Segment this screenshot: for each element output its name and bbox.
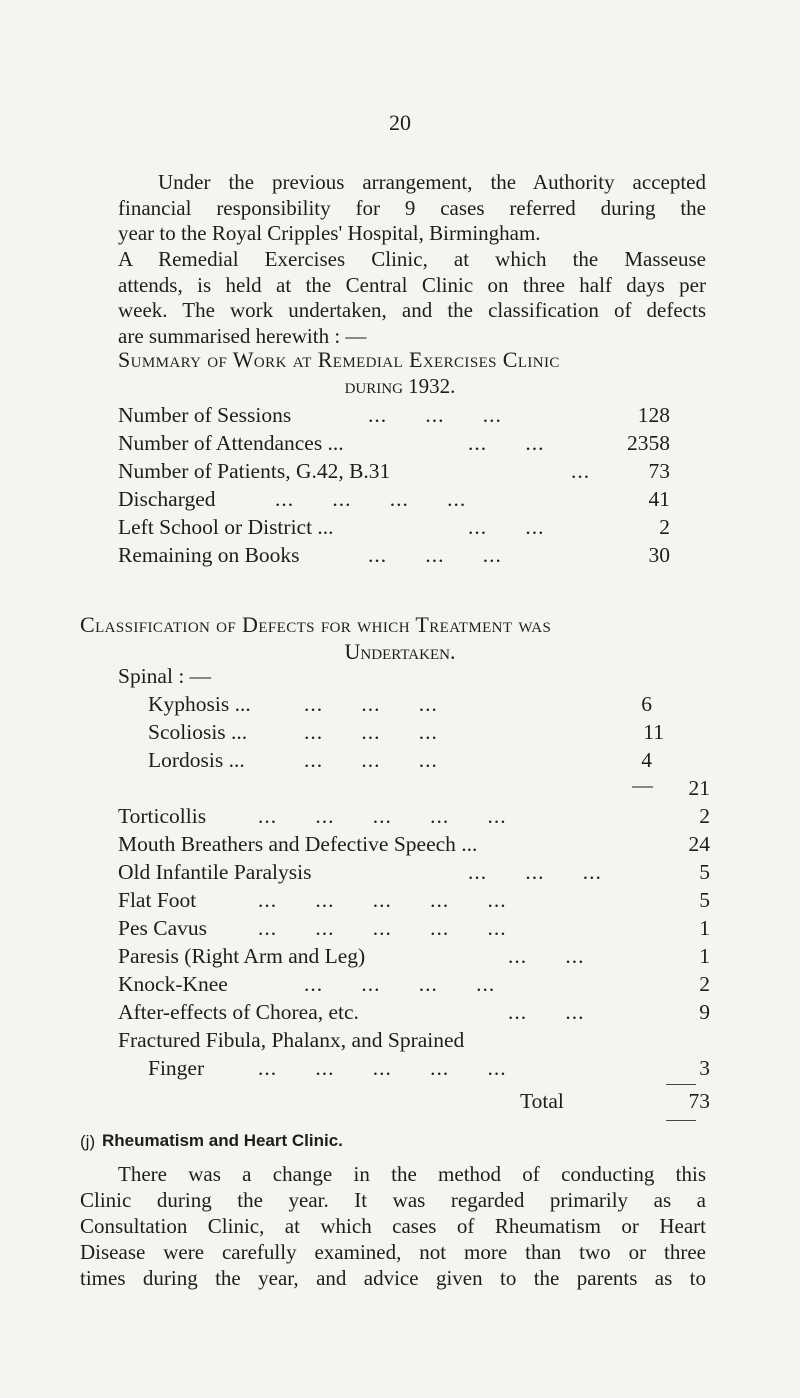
leader-dots: ... ... ... xyxy=(304,720,438,744)
summary-row-value: 2 xyxy=(659,515,670,539)
summary-row-label: Remaining on Books xyxy=(118,543,300,567)
leader-dots: ... ... ... ... xyxy=(304,972,496,996)
text-line: times during the year, and advice given to the parents as to xyxy=(80,1266,706,1290)
leader-dots: ... ... ... ... ... xyxy=(258,804,507,828)
leader-dots: ... ... ... ... ... xyxy=(258,1056,507,1080)
summary-row-label: Left School or District ... xyxy=(118,515,334,539)
spinal-row-label: Lordosis ... xyxy=(148,748,245,772)
leader-dots: ... ... ... xyxy=(304,692,438,716)
classification-row-label: Fractured Fibula, Phalanx, and Sprained xyxy=(118,1028,465,1052)
summary-row-label: Discharged xyxy=(118,487,216,511)
classification-row-value: 2 xyxy=(699,804,710,828)
leader-dots: ... ... ... ... xyxy=(275,487,467,511)
spinal-subtotal: 21 xyxy=(688,776,710,800)
text-line: attends, is held at the Central Clinic on three half days per xyxy=(118,272,706,297)
text-line: Clinic during the year. It was regarded primarily as a xyxy=(80,1188,706,1212)
spinal-row-value: 6 xyxy=(641,692,652,716)
classification-row-value: 5 xyxy=(699,860,710,884)
spinal-subtotal-dash: — xyxy=(632,773,653,797)
section-heading: Rheumatism and Heart Clinic. xyxy=(102,1131,343,1150)
classification-row-value: 1 xyxy=(699,916,710,940)
classification-subtitle: Undertaken. xyxy=(344,639,456,664)
leader-dots: ... ... ... xyxy=(368,543,502,567)
classification-row-value: 2 xyxy=(699,972,710,996)
summary-row-label: Number of Sessions xyxy=(118,403,292,427)
text-line: financial responsibility for 9 cases referred during the xyxy=(118,195,706,220)
leader-dots: ... ... xyxy=(468,431,545,455)
leader-dots: ... ... ... xyxy=(368,403,502,427)
section-j-paragraph xyxy=(80,1161,706,1291)
summary-row-value: 2358 xyxy=(627,431,670,455)
intro-paragraph-1 xyxy=(118,170,706,247)
text-line: A Remedial Exercises Clinic, at which the Masseuse xyxy=(118,247,706,271)
classification-row-label: Paresis (Right Arm and Leg) xyxy=(118,944,366,968)
text-line: There was a change in the method of conducting this xyxy=(118,1162,706,1186)
leader-dots: ... ... xyxy=(508,944,585,968)
leader-dots: ... ... ... xyxy=(468,860,602,884)
classification-row-label: Pes Cavus xyxy=(118,916,207,940)
spinal-row-value: 11 xyxy=(643,720,664,744)
classification-row-label: Old Infantile Paralysis xyxy=(118,860,312,884)
spinal-label: Spinal : — xyxy=(118,664,212,688)
text-line: week. The work undertaken, and the classification of defects xyxy=(118,298,706,322)
total-underline xyxy=(666,1120,696,1121)
spinal-row-label: Scoliosis ... xyxy=(148,720,248,744)
total-value: 73 xyxy=(688,1089,710,1113)
leader-dots: ... ... xyxy=(508,1000,585,1024)
text-line: are summarised herewith : — xyxy=(118,323,367,348)
leader-dots: ... xyxy=(571,459,591,483)
classification-row-value: 9 xyxy=(699,1000,710,1024)
summary-row-value: 128 xyxy=(637,403,670,427)
classification-row-label: After-effects of Chorea, etc. xyxy=(118,1000,359,1024)
classification-row-label: Flat Foot xyxy=(118,888,197,912)
classification-row-value: 1 xyxy=(699,944,710,968)
text-line: Disease were carefully examined, not more than two or three xyxy=(80,1240,706,1264)
classification-title: Classification of Defects for which Treatment was xyxy=(80,612,552,637)
text-line: Consultation Clinic, at which cases of Rheumatism or Heart xyxy=(80,1214,706,1238)
leader-dots: ... ... xyxy=(468,515,545,539)
summary-row-value: 30 xyxy=(648,543,670,567)
spinal-row-label: Kyphosis ... xyxy=(148,692,251,716)
classification-row-label: Torticollis xyxy=(118,804,207,828)
total-label: Total xyxy=(520,1089,564,1113)
leader-dots: ... ... ... ... ... xyxy=(258,916,507,940)
summary-row-label: Number of Patients, G.42, B.31 xyxy=(118,459,391,483)
total-rule xyxy=(666,1084,696,1085)
summary-subtitle: during 1932. xyxy=(344,374,456,398)
spinal-row-value: 4 xyxy=(641,748,652,772)
intro-paragraph-2 xyxy=(118,247,706,349)
classification-row-value: 5 xyxy=(699,888,710,912)
section-marker: (j) xyxy=(80,1132,96,1151)
text-line: year to the Royal Cripples' Hospital, Birmingham. xyxy=(118,221,541,245)
summary-title: Summary of Work at Remedial Exercises Clinic xyxy=(118,347,560,372)
text-line: Under the previous arrangement, the Authority accepted xyxy=(158,170,706,194)
leader-dots: ... ... ... xyxy=(304,748,438,772)
summary-row-value: 41 xyxy=(648,487,670,511)
classification-row-label-cont: Finger xyxy=(148,1056,205,1080)
classification-row-value: 3 xyxy=(699,1056,710,1080)
classification-row-value: 24 xyxy=(688,832,710,856)
page-number: 20 xyxy=(389,110,411,135)
summary-row-value: 73 xyxy=(648,459,670,483)
leader-dots: ... ... ... ... ... xyxy=(258,888,507,912)
classification-row-label: Mouth Breathers and Defective Speech ... xyxy=(118,832,478,856)
classification-row-label: Knock-Knee xyxy=(118,972,228,996)
summary-row-label: Number of Attendances ... xyxy=(118,431,344,455)
